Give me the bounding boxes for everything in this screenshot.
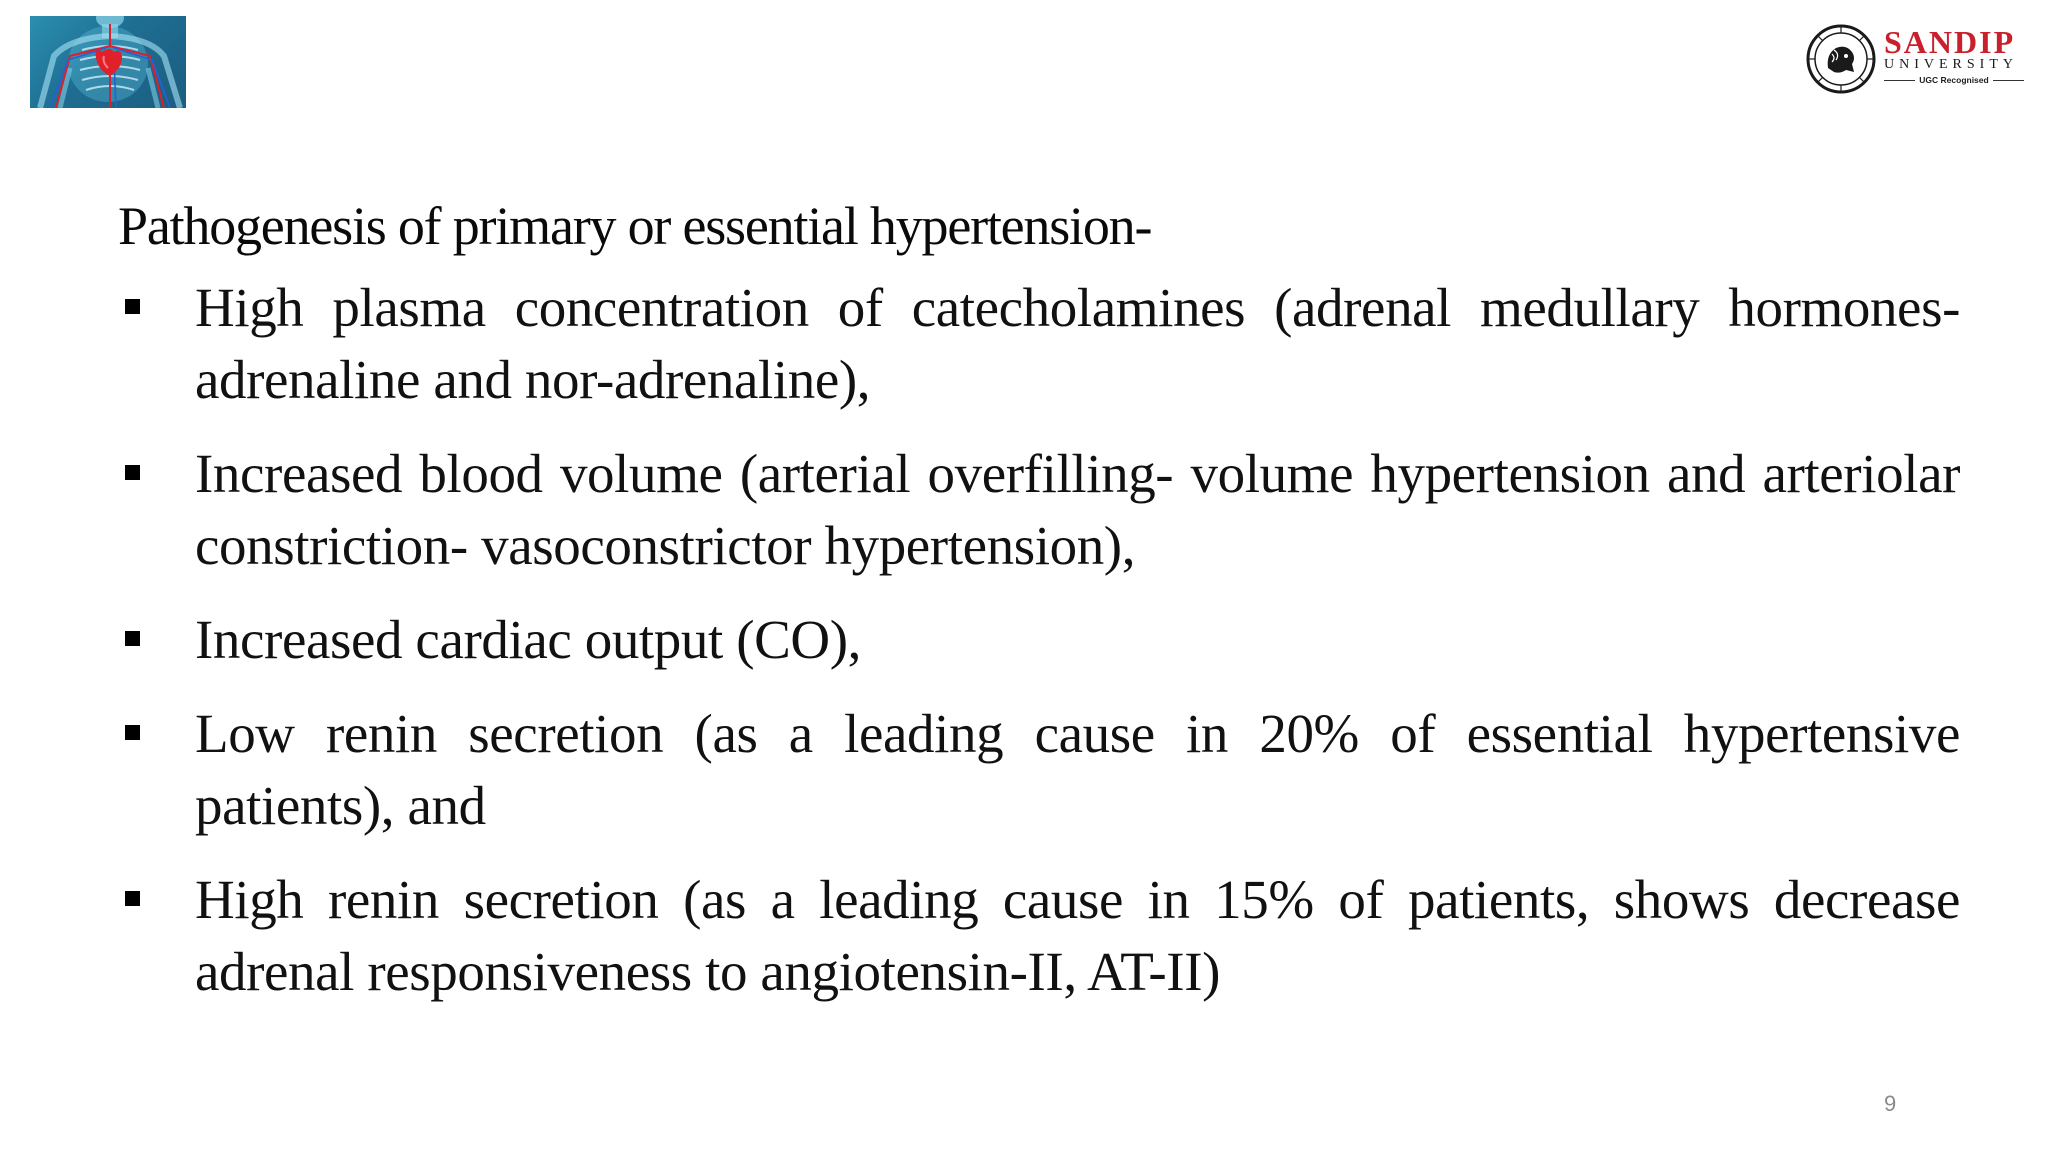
page-number: 9: [1884, 1091, 1897, 1116]
logo-tagline-text: UGC Recognised: [1919, 75, 1989, 85]
bullet-text: Increased cardiac output (CO),: [195, 609, 862, 670]
bullet-item: [118, 698, 1960, 842]
lion-seal-icon: [1806, 24, 1876, 94]
square-bullet-icon: [125, 465, 140, 480]
bullet-item: [118, 438, 1960, 582]
square-bullet-icon: [125, 891, 140, 906]
slide-heading: Pathogenesis of primary or essential hypertension-: [118, 196, 1152, 256]
square-bullet-icon: [125, 299, 140, 314]
logo-name: SANDIP: [1884, 24, 2016, 60]
bullet-text: High plasma concentration of catecholamines (adrenal medullary hormones- adrenaline and nor-adrenaline),: [195, 277, 1960, 410]
heart-circulatory-anatomy-icon: [30, 16, 186, 108]
bullet-list: [118, 272, 1960, 1008]
bullet-text: Low renin secretion (as a leading cause in 20% of essential hypertensive patients), and: [195, 703, 1960, 836]
bullet-text: High renin secretion (as a leading cause in 15% of patients, shows decrease adrenal responsiveness to angiotensin-II, AT-II): [195, 869, 1960, 1002]
square-bullet-icon: [125, 725, 140, 740]
bullet-item: [118, 604, 1960, 676]
square-bullet-icon: [125, 631, 140, 646]
slide-content: [118, 186, 1960, 1030]
university-logo: [1806, 24, 2026, 96]
bullet-text: Increased blood volume (arterial overfilling- volume hypertension and arteriolar constriction- vasoconstrictor hypertension),: [195, 443, 1960, 576]
bullet-item: [118, 272, 1960, 416]
bullet-item: [118, 864, 1960, 1008]
logo-tagline: [1884, 75, 2024, 85]
logo-subtitle: UNIVERSITY: [1884, 57, 2018, 72]
